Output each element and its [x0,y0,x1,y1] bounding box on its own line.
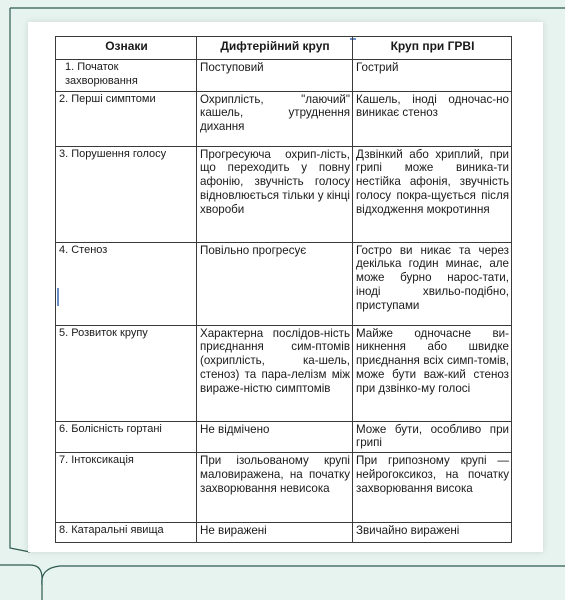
header-diphtheria: Дифтерійний круп [197,37,353,60]
table-header-row [56,37,512,60]
cell-diphtheria: Прогресуюча охрип-лість, що переходить у повну афонію, звучність голосу відновлюється тільки у кінці хвороби [197,146,353,242]
cell-sign: 8. Катаральні явища [56,523,197,543]
table-row [56,60,512,92]
cell-arvi: При грипозному крупі — нейрогокcикоз, на початку захворювання висока [353,453,512,523]
cell-arvi: Майже одночасне ви-никнення або швидке приєднання всіх симп-томів, може бути важ-кий стеноз при дзвінко-му голосі [353,325,512,421]
table-row [56,453,512,523]
table-row [56,242,512,325]
table-row [56,421,512,453]
cell-sign: 4. Стеноз [56,242,197,325]
table-row [56,91,512,146]
cell-sign: 5. Розвиток крупу [56,325,197,421]
cell-sign: 1. Початок захворювання [56,60,197,92]
cell-arvi: Кашель, іноді одночас-но виникає стеноз [353,91,512,146]
table-row [56,523,512,543]
cell-diphtheria: Поступовий [197,60,353,92]
cell-diphtheria: Не відмічено [197,421,353,453]
cell-diphtheria: Охриплість, "лаючий" кашель, утруднення дихання [197,91,353,146]
cell-sign: 7. Інтоксикація [56,453,197,523]
cell-arvi: Гостро ви никає та через декілька годин минає, але може бурно нарос-тати, іноді хвильо-подібно, приступами [353,242,512,325]
cell-arvi: Звичайно виражені [353,523,512,543]
header-arvi: Круп при ГРВІ [353,37,512,60]
cell-sign: 3. Порушення голосу [56,146,197,242]
cell-diphtheria: Характерна послідов-ність приєднання сим-птомів (охриплість, ка-шель, стеноз) та пара-лелізм між виражe-ністю симптомів [197,325,353,421]
cell-diphtheria: Повільно прогресує [197,242,353,325]
cell-arvi: Дзвінкий або хриплий, при грипі може виника-ти нестійка афонія, звучність голосу покра-щується після відходження мокротиння [353,146,512,242]
comparison-table [55,36,512,543]
table-row [56,146,512,242]
cell-diphtheria: Не виражені [197,523,353,543]
table-row [56,325,512,421]
cell-arvi: Може бути, особливо при грипі [353,421,512,453]
cell-diphtheria: При ізольованому крупі маловиражена, на початку захворювання невисока [197,453,353,523]
cell-sign: 6. Болісність гортані [56,421,197,453]
cell-arvi: Гострий [353,60,512,92]
cell-sign: 2. Перші симптоми [56,91,197,146]
header-sign: Ознаки [56,37,197,60]
